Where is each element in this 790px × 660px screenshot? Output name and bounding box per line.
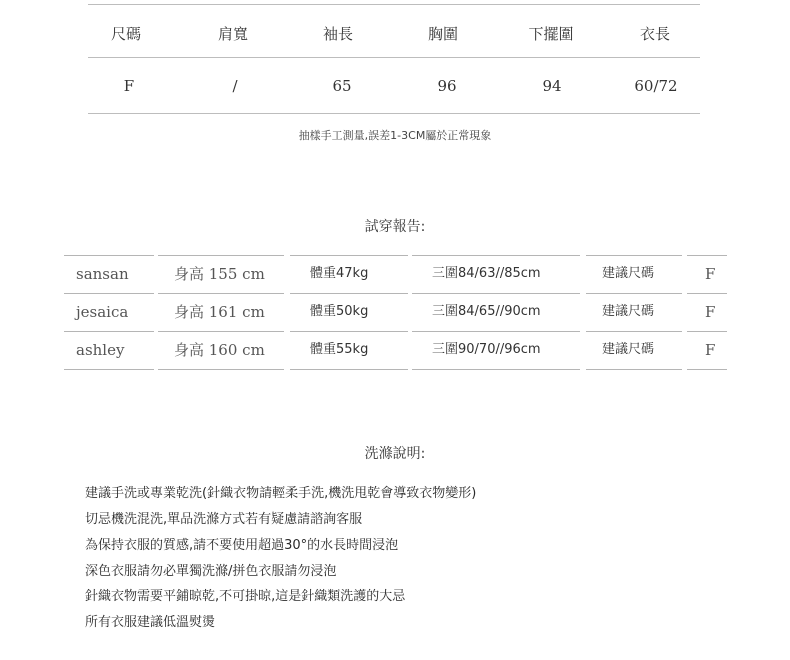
size-chart-header: 袖長	[322, 25, 353, 43]
model-measurements: 三圍84/63//85cm	[432, 266, 541, 281]
suggested-size-label: 建議尺碼	[602, 342, 655, 357]
suggested-size-label: 建議尺碼	[602, 266, 655, 281]
list-item: 建議手洗或專業乾洗(針織衣物請輕柔手洗,機洗甩乾會導致衣物變形)	[85, 486, 477, 501]
suggested-size: F	[705, 303, 716, 321]
model-weight: 體重55kg	[310, 342, 369, 357]
fitting-report-title: 試穿報告:	[364, 219, 426, 235]
size-chart-value: 96	[437, 77, 457, 95]
model-name: ashley	[76, 341, 125, 359]
list-item: 深色衣服請勿必單獨洗滌/拼色衣服請勿浸泡	[85, 564, 337, 579]
size-chart-value: 65	[332, 77, 352, 95]
model-height: 身高 155 cm	[174, 265, 265, 283]
model-name: jesaica	[76, 303, 129, 321]
size-chart-value: F	[123, 77, 135, 95]
size-chart-value: 60/72	[634, 77, 678, 95]
list-item: 所有衣服建議低溫熨燙	[85, 615, 216, 630]
list-item: 為保持衣服的質感,請不要使用超過30°的水長時間浸泡	[85, 538, 399, 553]
size-chart-header: 肩寬	[217, 25, 248, 43]
size-chart-top-border	[88, 4, 700, 5]
size-chart-header: 尺碼	[110, 25, 141, 43]
size-chart-value: 94	[542, 77, 562, 95]
size-chart-header: 下擺圍	[528, 25, 574, 43]
model-height: 身高 161 cm	[174, 303, 265, 321]
model-weight: 體重50kg	[310, 304, 369, 319]
size-chart-header: 胸圍	[427, 25, 458, 43]
size-chart-header: 衣長	[639, 25, 670, 43]
table-row	[0, 293, 790, 331]
model-measurements: 三圍90/70//96cm	[432, 342, 541, 357]
model-height: 身高 160 cm	[174, 341, 265, 359]
suggested-size: F	[705, 265, 716, 283]
care-instructions-title: 洗滌說明:	[364, 446, 426, 462]
measurement-note: 抽樣手工測量,誤差1-3CM屬於正常現象	[298, 129, 492, 142]
size-chart-divider	[88, 57, 700, 58]
model-weight: 體重47kg	[310, 266, 369, 281]
table-row	[0, 255, 790, 293]
table-row	[0, 331, 790, 369]
size-chart-value: /	[232, 77, 238, 95]
list-item: 切忌機洗混洗,單品洗滌方式若有疑慮請諮詢客服	[85, 512, 363, 527]
suggested-size-label: 建議尺碼	[602, 304, 655, 319]
model-name: sansan	[76, 265, 129, 283]
suggested-size: F	[705, 341, 716, 359]
list-item: 針織衣物需要平鋪晾乾,不可掛晾,這是針織類洗護的大忌	[85, 589, 406, 604]
model-measurements: 三圍84/65//90cm	[432, 304, 541, 319]
size-chart-bottom-border	[88, 113, 700, 114]
